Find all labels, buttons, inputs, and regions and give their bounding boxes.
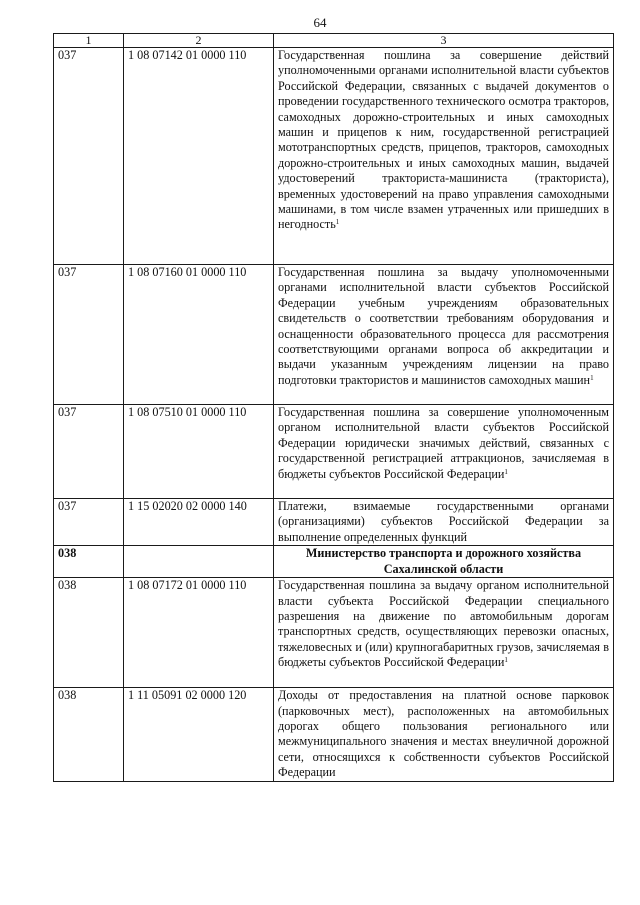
admin-code-cell: 038 [54,578,124,688]
footnote-mark: 1 [504,467,508,476]
revenue-code-cell: 1 08 07510 01 0000 110 [124,405,274,499]
description-cell [274,499,614,546]
footnote-mark: 1 [504,656,508,665]
table-row [54,405,614,499]
description-cell [274,688,614,782]
column-header-1: 1 [54,34,124,48]
revenue-code-cell: 1 11 05091 02 0000 120 [124,688,274,782]
description-cell [274,48,614,265]
table-row [54,265,614,405]
footnote-mark: 1 [590,373,594,382]
table-row [54,48,614,265]
page-number: 64 [313,15,327,30]
description-text: Государственная пошлина за совершение действий уполномоченными органами исполнительной власти субъектов Российской Федерации, связанных с выдачей документов о проведении государственного технического осмотра тракторов, самоходных дорожно-строительных и иных самоходных машин и прицепов к ним, государственной регистрацией мототранспортных средств, прицепов, тракторов, самоходных дорожно-строительных и иных самоходных машин, выдачей удостоверений тракториста-машиниста (тракториста), временных удостоверений на право управления самоходными машинами, в том числе взамен утраченных или пришедших в негодность [278,48,609,232]
description-cell [274,265,614,405]
revenue-code-cell: 1 15 02020 02 0000 140 [124,499,274,546]
admin-code-cell: 037 [54,405,124,499]
ministry-row [54,546,614,578]
revenue-code-cell: 1 08 07160 01 0000 110 [124,265,274,405]
revenue-code-cell [124,546,274,578]
table-row [54,688,614,782]
description-text: Платежи, взимаемые государственными органами (организациями) субъектов Российской Федерации за выполнение определенных функций [278,499,609,544]
admin-code-cell: 038 [54,688,124,782]
admin-code-cell: 037 [54,265,124,405]
description-text: Государственная пошлина за выдачу органом исполнительной власти субъекта Российской Федерации специального разрешения на движение по автомобильным дорогам транспортных средств, осуществляющих перевозки опасных, тяжеловесных и (или) крупногабаритных грузов, зачисляемая в бюджеты субъектов Российской Федерации [278,578,609,670]
revenue-code-cell: 1 08 07172 01 0000 110 [124,578,274,688]
description-text: Государственная пошлина за выдачу уполномоченными органами исполнительной власти субъектов Российской Федерации учебным учреждениям образовательных свидетельств о соответствии требованиям оборудования и оснащенности образовательного процесса для рассмотрения соответствующими органами вопроса об аккредитации и выдачи указанным учреждениям лицензии на право подготовки трактористов и машинистов самоходных машин [278,265,609,387]
description-text: Государственная пошлина за совершение уполномоченным органом исполнительной власти субъектов Российской Федерации юридически значимых действий, связанных с государственной регистрацией аттракционов, зачисляемая в бюджеты субъектов Российской Федерации [278,405,609,481]
footnote-mark: 1 [335,218,340,227]
description-text: Доходы от предоставления на платной основе парковок (парковочных мест), расположенных на автомобильных дорогах общего пользования регионального или межмуниципального значения и местах внеуличной дорожной сети, относящихся к собственности субъектов Российской Федерации [278,688,609,780]
admin-code-cell: 037 [54,499,124,546]
ministry-title: Министерство транспорта и дорожного хозяйства Сахалинской области [274,546,614,578]
revenue-codes-table [53,33,614,782]
description-cell [274,578,614,688]
admin-code-cell: 038 [54,546,124,578]
revenue-code-cell: 1 08 07142 01 0000 110 [124,48,274,265]
table-row [54,499,614,546]
admin-code-cell: 037 [54,48,124,265]
column-header-3: 3 [274,34,614,48]
table-row [54,578,614,688]
description-cell [274,405,614,499]
column-header-2: 2 [124,34,274,48]
table-header-row [54,34,614,48]
